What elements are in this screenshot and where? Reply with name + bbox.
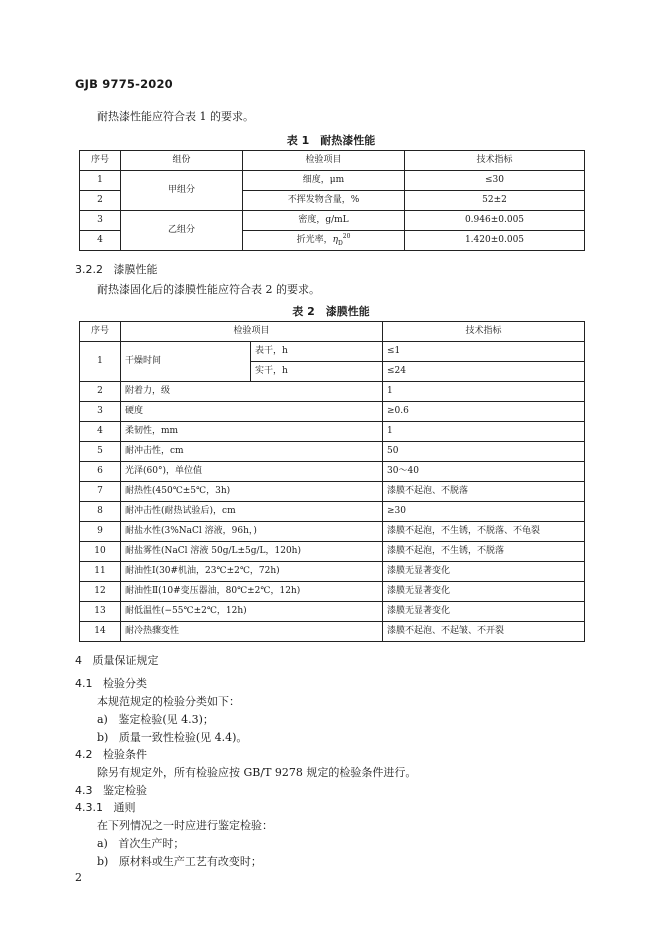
table2-caption: 表 2 漆膜性能: [292, 305, 370, 318]
list-text: 原材料或生产工艺有改变时；: [118, 855, 262, 868]
table2-header: 技术指标: [383, 322, 585, 342]
row-number: 3: [80, 211, 121, 231]
table-row: [80, 171, 585, 191]
spec-value: 漆膜无显著变化: [383, 602, 585, 622]
sub-item: 表干，h: [251, 342, 383, 362]
test-item: 柔韧性，mm: [121, 422, 383, 442]
superscript: 20: [342, 233, 351, 240]
test-item: 干燥时间: [121, 342, 251, 382]
table-row: [80, 562, 585, 582]
section-4-3-1-text: 在下列情况之一时应进行鉴定检验：: [97, 819, 273, 832]
table-row: [80, 462, 585, 482]
table-row: [80, 542, 585, 562]
section-title: 检验条件: [103, 748, 147, 761]
test-item: 耐盐雾性(NaCl 溶液 50g/L±5g/L，120h): [121, 542, 383, 562]
test-item: 耐油性Ⅱ(10#变压器油，80℃±2℃，12h): [121, 582, 383, 602]
spec-value: ≤24: [383, 362, 585, 382]
spec-value: 1: [383, 422, 585, 442]
row-number: 6: [80, 462, 121, 482]
test-item: 硬度: [121, 402, 383, 422]
subscript: D: [337, 239, 343, 247]
row-number: 2: [80, 382, 121, 402]
table1-caption: 表 1 耐热漆性能: [286, 134, 376, 147]
test-item-refractive-index: [243, 231, 405, 251]
group-cell: 甲组分: [121, 171, 243, 211]
row-number: 3: [80, 402, 121, 422]
spec-value: 0.946±0.005: [405, 211, 585, 231]
table-row: [80, 402, 585, 422]
test-item: 光泽(60°)，单位值: [121, 462, 383, 482]
list-item: [97, 729, 247, 745]
list-text: 首次生产时；: [118, 837, 185, 850]
section-title: 鉴定检验: [103, 784, 147, 797]
table-row: [80, 382, 585, 402]
table-row: [80, 622, 585, 642]
section-number: 4.2: [75, 748, 93, 761]
section-3-2-2-heading: [75, 261, 158, 277]
table-row: [80, 482, 585, 502]
list-marker: b): [97, 855, 109, 868]
standard-code-header: GJB 9775-2020: [75, 77, 173, 91]
group-cell: 乙组分: [121, 211, 243, 251]
section-title: 质量保证规定: [92, 654, 159, 667]
page-number: 2: [75, 871, 82, 884]
table2-header: 序号: [80, 322, 121, 342]
table-row: [80, 522, 585, 542]
spec-value: 漆膜不起泡，不生锈，不脱落、不龟裂: [383, 522, 585, 542]
section-number: 3.2.2: [75, 263, 103, 276]
table1-intro: 耐热漆性能应符合表 1 的要求。: [97, 110, 254, 123]
test-item: 耐冲击性，cm: [121, 442, 383, 462]
table1-header: 组份: [121, 151, 243, 171]
list-item: [97, 711, 214, 727]
test-item: 耐冲击性(耐热试验后)，cm: [121, 502, 383, 522]
table1-header: 检验项目: [243, 151, 405, 171]
table1-header-row: [80, 151, 585, 171]
list-item: [97, 835, 184, 851]
table-row: [80, 602, 585, 622]
spec-value: 1: [383, 382, 585, 402]
table-row: [80, 442, 585, 462]
table2: [79, 321, 585, 642]
table1-header: 序号: [80, 151, 121, 171]
test-item: 耐油性Ⅰ(30#机油，23℃±2℃，72h): [121, 562, 383, 582]
spec-value: 漆膜不起泡，不生锈，不脱落: [383, 542, 585, 562]
row-number: 2: [80, 191, 121, 211]
spec-value: 52±2: [405, 191, 585, 211]
spec-value: 1.420±0.005: [405, 231, 585, 251]
section-4-3-heading: [75, 782, 147, 798]
row-number: 11: [80, 562, 121, 582]
table2-intro: 耐热漆固化后的漆膜性能应符合表 2 的要求。: [97, 283, 320, 296]
table-row: [80, 422, 585, 442]
row-number: 4: [80, 422, 121, 442]
test-item: 耐热性(450℃±5℃，3h): [121, 482, 383, 502]
table2-header-row: [80, 322, 585, 342]
spec-value: 漆膜不起泡、不脱落: [383, 482, 585, 502]
spec-value: ≤30: [405, 171, 585, 191]
table-row: [80, 211, 585, 231]
row-number: 8: [80, 502, 121, 522]
row-number: 5: [80, 442, 121, 462]
section-title: 通则: [113, 801, 136, 814]
sub-item: 实干，h: [251, 362, 383, 382]
spec-value: 50: [383, 442, 585, 462]
spec-value: ≤1: [383, 342, 585, 362]
spec-value: ≥30: [383, 502, 585, 522]
test-item: 耐冷热骤变性: [121, 622, 383, 642]
list-text: 鉴定检验(见 4.3)；: [118, 713, 214, 726]
spec-value: ≥0.6: [383, 402, 585, 422]
spec-value: 30～40: [383, 462, 585, 482]
test-item: 附着力，级: [121, 382, 383, 402]
table-row: [80, 342, 585, 362]
row-number: 1: [80, 171, 121, 191]
section-number: 4.3.1: [75, 801, 103, 814]
list-text: 质量一致性检验(见 4.4)。: [118, 731, 248, 744]
eta-symbol: η: [332, 235, 338, 245]
section-number: 4: [75, 654, 82, 667]
section-4-2-text: 除另有规定外，所有检验应按 GB/T 9278 规定的检验条件进行。: [97, 766, 417, 779]
test-item: 细度，μm: [243, 171, 405, 191]
table-row: [80, 502, 585, 522]
list-marker: a): [97, 837, 108, 850]
section-4-1-text: 本规范规定的检验分类如下：: [97, 695, 240, 708]
section-4-3-1-heading: [75, 799, 136, 815]
test-item: 密度，g/mL: [243, 211, 405, 231]
table2-header: 检验项目: [121, 322, 383, 342]
table1-header: 技术指标: [405, 151, 585, 171]
test-item: 耐盐水性(3%NaCl 溶液，96h，): [121, 522, 383, 542]
table1: [79, 150, 585, 251]
row-number: 4: [80, 231, 121, 251]
test-item: 耐低温性(−55℃±2℃，12h): [121, 602, 383, 622]
list-item: [97, 853, 262, 869]
row-number: 14: [80, 622, 121, 642]
section-4-1-heading: [75, 675, 147, 691]
row-number: 10: [80, 542, 121, 562]
row-number: 13: [80, 602, 121, 622]
list-marker: a): [97, 713, 108, 726]
spec-value: 漆膜无显著变化: [383, 582, 585, 602]
row-number: 9: [80, 522, 121, 542]
row-number: 1: [80, 342, 121, 382]
section-number: 4.3: [75, 784, 93, 797]
section-4-2-heading: [75, 746, 147, 762]
section-title: 漆膜性能: [113, 263, 158, 276]
row-number: 7: [80, 482, 121, 502]
test-item-text: 折光率，: [296, 235, 333, 245]
section-title: 检验分类: [103, 677, 147, 690]
section-4-heading: [75, 652, 159, 668]
spec-value: 漆膜无显著变化: [383, 562, 585, 582]
spec-value: 漆膜不起泡、不起皱、不开裂: [383, 622, 585, 642]
list-marker: b): [97, 731, 109, 744]
test-item: 不挥发物含量，%: [243, 191, 405, 211]
table-row: [80, 582, 585, 602]
section-number: 4.1: [75, 677, 93, 690]
row-number: 12: [80, 582, 121, 602]
